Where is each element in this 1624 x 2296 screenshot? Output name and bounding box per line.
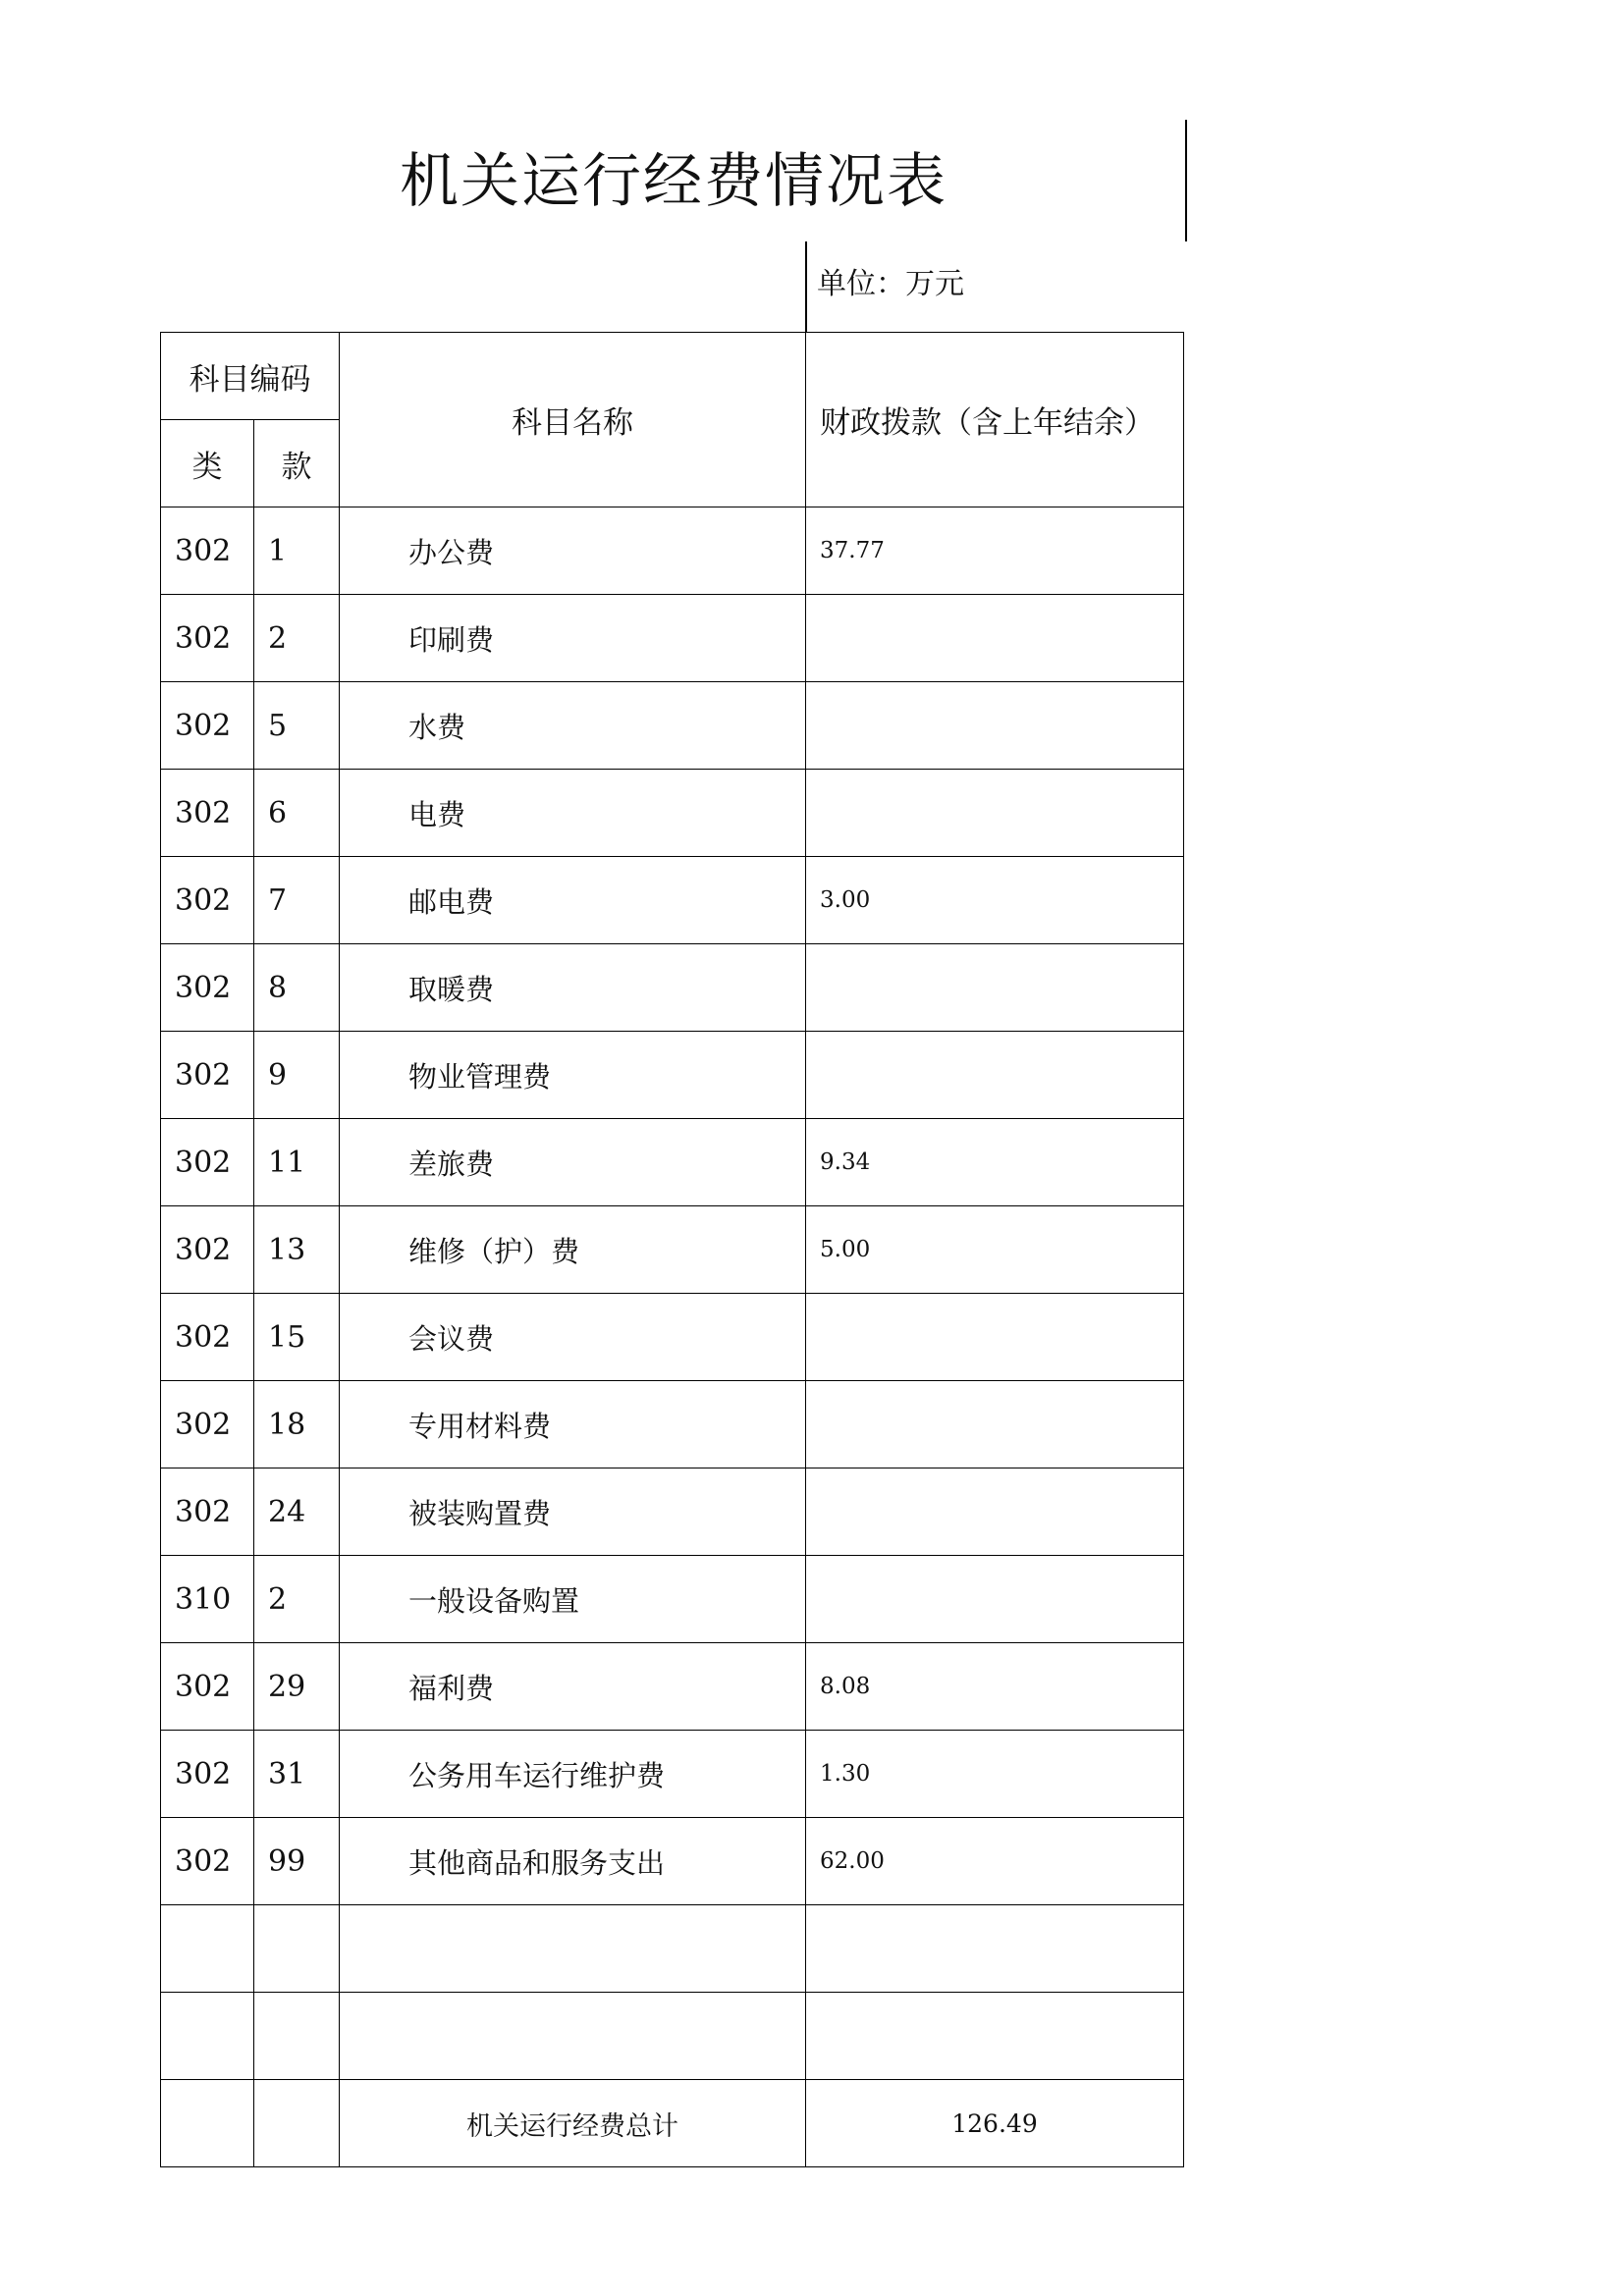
lei-cell: 302 <box>161 857 254 944</box>
kuan-cell: 13 <box>254 1206 340 1294</box>
table-row <box>161 507 1184 595</box>
item-name-cell: 电费 <box>340 770 806 857</box>
item-name-cell <box>340 1993 806 2080</box>
table-row <box>161 1556 1184 1643</box>
table-row <box>161 1381 1184 1468</box>
unit-label: 单位：万元 <box>817 267 964 301</box>
kuan-cell: 6 <box>254 770 340 857</box>
header-row-top <box>161 333 1184 420</box>
item-name-cell: 福利费 <box>340 1643 806 1731</box>
table-row <box>161 1905 1184 1993</box>
kuan-cell: 29 <box>254 1643 340 1731</box>
total-lei-cell <box>161 2080 254 2167</box>
lei-cell: 302 <box>161 1818 254 1905</box>
table-row <box>161 1032 1184 1119</box>
document-title: 机关运行经费情况表 <box>400 147 947 216</box>
amount-cell: 9.34 <box>806 1119 1184 1206</box>
lei-cell: 310 <box>161 1556 254 1643</box>
kuan-cell: 15 <box>254 1294 340 1381</box>
total-row <box>161 2080 1184 2167</box>
item-name-cell <box>340 1905 806 1993</box>
kuan-cell: 5 <box>254 682 340 770</box>
kuan-cell: 9 <box>254 1032 340 1119</box>
amount-cell <box>806 944 1184 1032</box>
amount-cell: 5.00 <box>806 1206 1184 1294</box>
kuan-cell: 8 <box>254 944 340 1032</box>
item-name-cell: 水费 <box>340 682 806 770</box>
item-name-cell: 办公费 <box>340 507 806 595</box>
total-kuan-cell <box>254 2080 340 2167</box>
kuan-cell <box>254 1993 340 2080</box>
table-row <box>161 857 1184 944</box>
amount-cell: 1.30 <box>806 1731 1184 1818</box>
amount-cell <box>806 1032 1184 1119</box>
lei-cell: 302 <box>161 1468 254 1556</box>
code-group-header: 科目编码 <box>161 333 340 420</box>
kuan-cell: 99 <box>254 1818 340 1905</box>
kuan-cell: 11 <box>254 1119 340 1206</box>
lei-cell: 302 <box>161 682 254 770</box>
amount-cell <box>806 1556 1184 1643</box>
lei-cell: 302 <box>161 1206 254 1294</box>
amount-cell <box>806 1468 1184 1556</box>
amount-cell <box>806 682 1184 770</box>
amount-cell <box>806 1381 1184 1468</box>
expense-table <box>160 332 1184 2167</box>
kuan-cell: 31 <box>254 1731 340 1818</box>
amount-cell <box>806 1905 1184 1993</box>
total-label-cell: 机关运行经费总计 <box>340 2080 806 2167</box>
amount-cell <box>806 1993 1184 2080</box>
table-row <box>161 1294 1184 1381</box>
lei-cell: 302 <box>161 1119 254 1206</box>
lei-cell: 302 <box>161 507 254 595</box>
amount-cell: 3.00 <box>806 857 1184 944</box>
total-amount-cell: 126.49 <box>806 2080 1184 2167</box>
table-row <box>161 1468 1184 1556</box>
item-name-cell: 邮电费 <box>340 857 806 944</box>
item-name-cell: 差旅费 <box>340 1119 806 1206</box>
expense-table-body <box>161 333 1184 2167</box>
item-name-cell: 专用材料费 <box>340 1381 806 1468</box>
item-name-cell: 被装购置费 <box>340 1468 806 1556</box>
name-header: 科目名称 <box>340 333 806 507</box>
table-row <box>161 1643 1184 1731</box>
lei-cell <box>161 1905 254 1993</box>
kuan-cell: 7 <box>254 857 340 944</box>
table-row <box>161 1818 1184 1905</box>
kuan-cell: 2 <box>254 595 340 682</box>
lei-cell: 302 <box>161 1294 254 1381</box>
amount-cell <box>806 1294 1184 1381</box>
lei-cell: 302 <box>161 770 254 857</box>
kuan-cell <box>254 1905 340 1993</box>
item-name-cell: 物业管理费 <box>340 1032 806 1119</box>
item-name-cell: 印刷费 <box>340 595 806 682</box>
title-right-rule <box>1185 120 1187 241</box>
table-row <box>161 1119 1184 1206</box>
amount-header: 财政拨款（含上年结余） <box>806 333 1184 507</box>
amount-cell: 8.08 <box>806 1643 1184 1731</box>
amount-cell <box>806 770 1184 857</box>
item-name-cell: 会议费 <box>340 1294 806 1381</box>
kuan-cell: 1 <box>254 507 340 595</box>
lei-cell: 302 <box>161 1731 254 1818</box>
kuan-cell: 2 <box>254 1556 340 1643</box>
table-row <box>161 770 1184 857</box>
amount-cell: 62.00 <box>806 1818 1184 1905</box>
kuan-cell: 18 <box>254 1381 340 1468</box>
table-row <box>161 1993 1184 2080</box>
lei-cell: 302 <box>161 1032 254 1119</box>
item-name-cell: 一般设备购置 <box>340 1556 806 1643</box>
item-name-cell: 其他商品和服务支出 <box>340 1818 806 1905</box>
table-row <box>161 595 1184 682</box>
lei-header: 类 <box>161 420 254 507</box>
table-row <box>161 682 1184 770</box>
lei-cell: 302 <box>161 944 254 1032</box>
amount-cell: 37.77 <box>806 507 1184 595</box>
lei-cell: 302 <box>161 595 254 682</box>
table-row <box>161 1731 1184 1818</box>
item-name-cell: 维修（护）费 <box>340 1206 806 1294</box>
lei-cell <box>161 1993 254 2080</box>
kuan-cell: 24 <box>254 1468 340 1556</box>
lei-cell: 302 <box>161 1381 254 1468</box>
item-name-cell: 取暖费 <box>340 944 806 1032</box>
unit-cell-left-rule <box>805 241 807 332</box>
amount-cell <box>806 595 1184 682</box>
kuan-header: 款 <box>254 420 340 507</box>
table-row <box>161 1206 1184 1294</box>
table-row <box>161 944 1184 1032</box>
lei-cell: 302 <box>161 1643 254 1731</box>
item-name-cell: 公务用车运行维护费 <box>340 1731 806 1818</box>
